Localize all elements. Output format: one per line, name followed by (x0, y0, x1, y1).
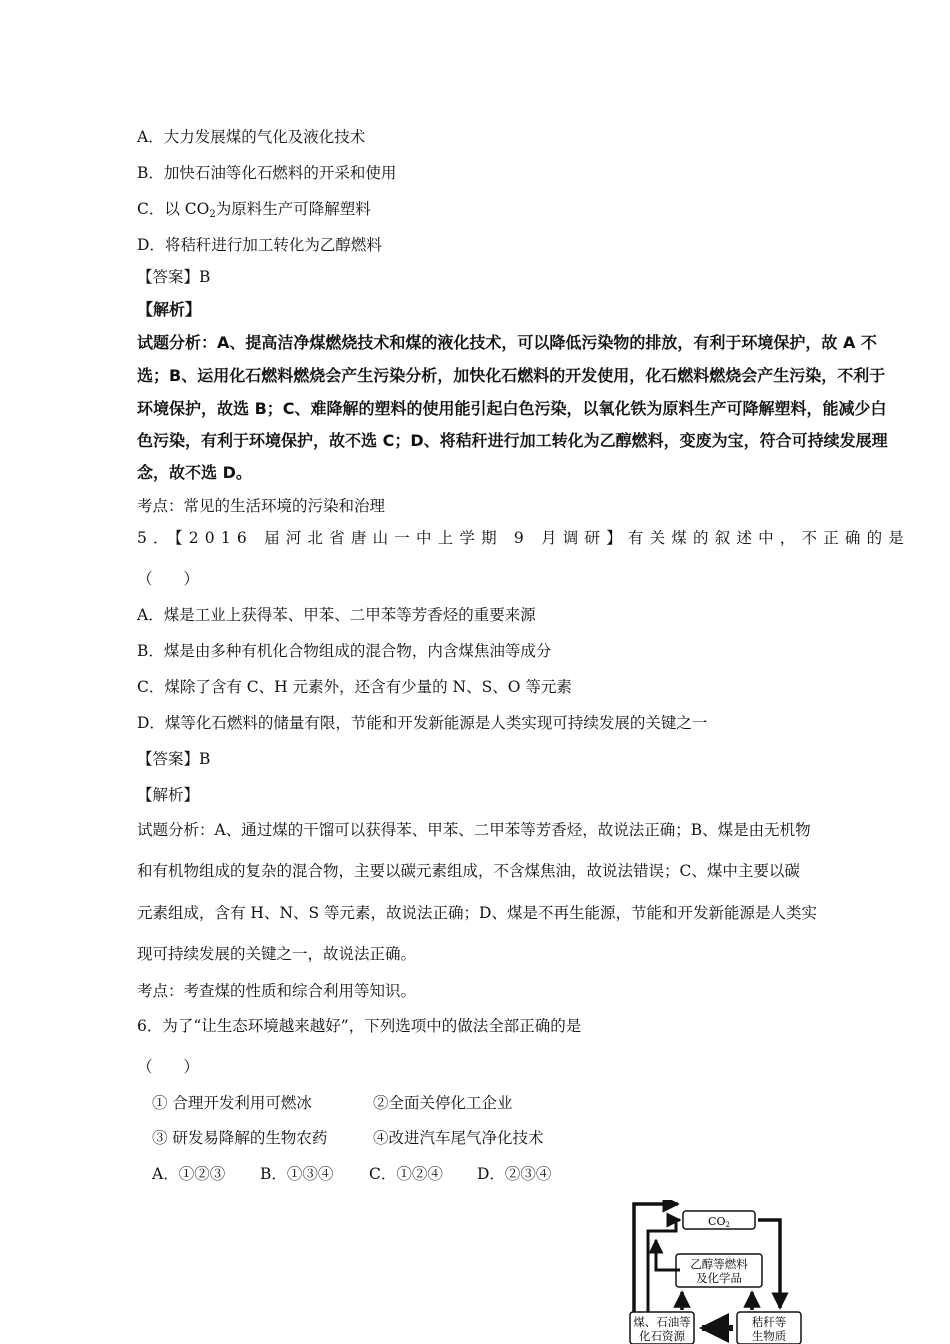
biomass-label-line1: 秸秆等 (751, 1315, 787, 1329)
q4-option-c-sub: 2 (209, 209, 216, 220)
fossil-label-line2: 化石资源 (639, 1329, 685, 1343)
q4-option-a: A．大力发展煤的气化及液化技术 (137, 128, 366, 146)
fossil-label-line1: 煤、石油等 (633, 1315, 691, 1329)
q4-answer: 【答案】B (137, 268, 211, 286)
q4-analysis-line: 选；B、运用化石燃料燃烧会产生污染分析，加快化石燃料的开发使用，化石燃料燃烧会产生污染，不利于 (137, 366, 886, 385)
q6-item-2: ②全面关停化工企业 (373, 1094, 513, 1112)
q4-analysis-line: 色污染，有利于环境保护，故不选 C；D、将秸秆进行加工转化为乙醇燃料，变废为宝，符合可持续发展理 (137, 431, 888, 450)
q4-option-b: B．加快石油等化石燃料的开采和使用 (137, 164, 397, 182)
biomass-label-line2: 生物质 (751, 1329, 787, 1343)
q5-option-c: C．煤除了含有 C、H 元素外，还含有少量的 N、S、O 等元素 (137, 678, 572, 696)
fuel-label-line1: 乙醇等燃料 (690, 1257, 748, 1271)
q4-option-c-prefix: C．以 CO (137, 200, 210, 218)
q4-option-d: D．将秸秆进行加工转化为乙醇燃料 (137, 236, 382, 254)
q5-paren: （ ） (137, 570, 200, 588)
carbon-cycle-diagram (620, 1200, 830, 1344)
q5-option-b: B．煤是由多种有机化合物组成的混合物，内含煤焦油等成分 (137, 642, 552, 660)
fuel-label-line2: 及化学品 (696, 1271, 742, 1285)
q5-answer: 【答案】B (137, 750, 211, 768)
q4-analysis-header: 【解析】 (137, 300, 202, 319)
q5-analysis-line: 现可持续发展的关键之一，故说法正确。 (137, 945, 417, 963)
q4-kaodian: 考点：常见的生活环境的污染和治理 (137, 497, 386, 515)
co2-label: CO2 (708, 1215, 730, 1229)
q5-analysis-header: 【解析】 (137, 786, 200, 804)
co2-path-arrow (648, 1220, 680, 1312)
q6-choice-c: C．①②④ (369, 1165, 443, 1183)
q6-stem: 6．为了“让生态环境越来越好”，下列选项中的做法全部正确的是 (137, 1017, 582, 1035)
q6-choice-d: D．②③④ (477, 1165, 552, 1183)
q4-option-c-suffix: 为原料生产可降解塑料 (215, 200, 371, 218)
q4-analysis-line: 试题分析：A、提高洁净煤燃烧技术和煤的液化技术，可以降低污染物的排放，有利于环境保护，故 A 不 (137, 333, 877, 352)
q6-item-3: ③ 研发易降解的生物农药 (152, 1129, 328, 1147)
q4-analysis-line: 念，故不选 D。 (137, 463, 252, 482)
q5-analysis-line: 和有机物组成的复杂的混合物，主要以碳元素组成，不含煤焦油，故说法错误；C、煤中主要以碳 (137, 862, 800, 880)
q5-option-a: A．煤是工业上获得苯、甲苯、二甲苯等芳香烃的重要来源 (137, 606, 536, 624)
q5-analysis-line: 试题分析：A、通过煤的干馏可以获得苯、甲苯、二甲苯等芳香烃，故说法正确；B、煤是由无机物 (137, 821, 811, 839)
q5-analysis-line: 元素组成，含有 H、N、S 等元素，故说法正确；D、煤是不再生能源，节能和开发新能源是人类实 (137, 904, 817, 922)
q6-item-1: ① 合理开发利用可燃冰 (152, 1094, 312, 1112)
q6-choice-b: B．①③④ (260, 1165, 334, 1183)
q6-item-4: ④改进汽车尾气净化技术 (373, 1129, 544, 1147)
q5-stem: 5．【2016 届河北省唐山一中上学期 9 月调研】有关煤的叙述中，不正确的是 (137, 529, 911, 547)
q5-kaodian: 考点：考查煤的性质和综合利用等知识。 (137, 982, 417, 1000)
q5-option-d: D．煤等化石燃料的储量有限，节能和开发新能源是人类实现可持续发展的关键之一 (137, 714, 708, 732)
q4-option-c (137, 199, 371, 225)
q4-analysis-line: 环境保护，故选 B；C、难降解的塑料的使用能引起白色污染，以氧化铁为原料生产可降解塑料，能减少白 (137, 399, 887, 418)
q6-choice-a: A．①②③ (152, 1165, 226, 1183)
q6-paren: （ ） (137, 1058, 200, 1076)
